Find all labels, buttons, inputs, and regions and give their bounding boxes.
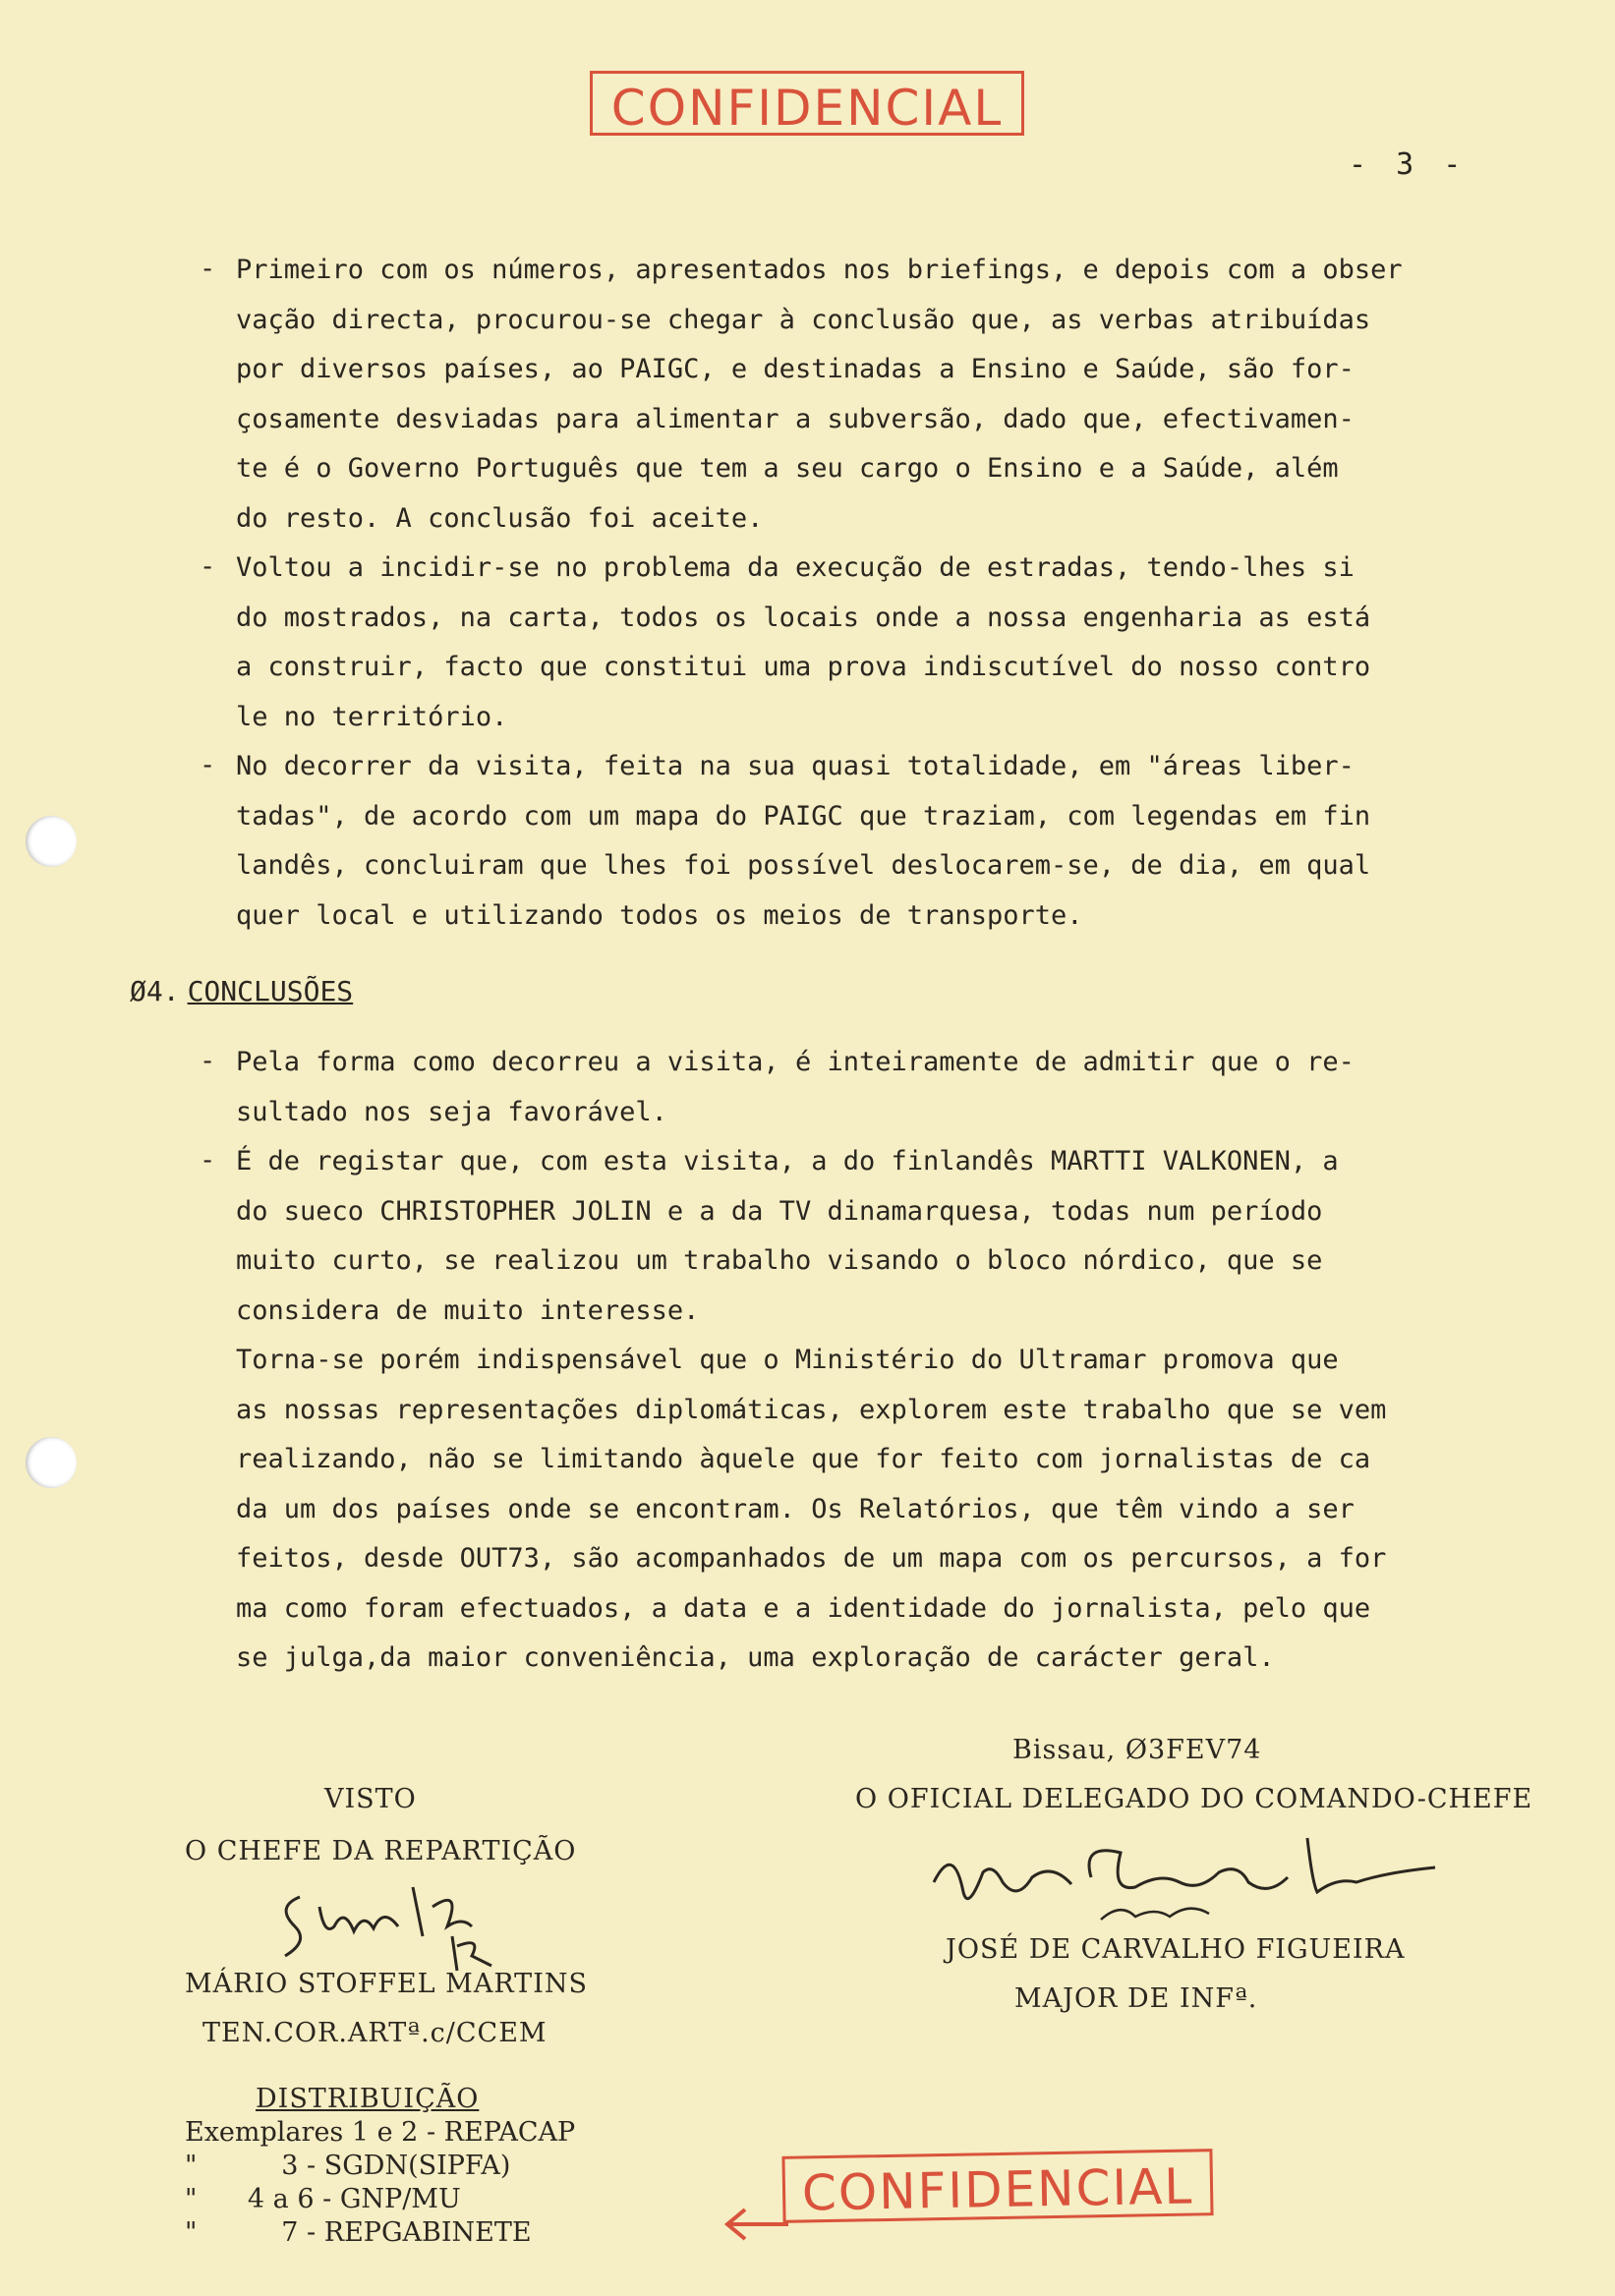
text-line: a construir, facto que constitui uma prova indiscutível do nosso contro (236, 652, 1371, 682)
text-line: çosamente desviadas para alimentar a subversão, dado que, efectivamen- (236, 403, 1355, 434)
place-date: Bissau, Ø3FEV74 (1012, 1735, 1262, 1765)
distribution-copies: Exemplares 1 e 2 - (185, 2117, 436, 2148)
paragraph-result (236, 1038, 1504, 1137)
right-signoff-name: JOSÉ DE CARVALHO FIGUEIRA (946, 1934, 1406, 1965)
text-line: do sueco CHRISTOPHER JOLIN e a da TV dinamarquesa, todas num período (236, 1195, 1323, 1227)
distribution-copies: " 7 - (185, 2217, 317, 2248)
arrow-icon (721, 2200, 790, 2249)
distribution-row (185, 2150, 510, 2183)
text-line: ma como foram efectuados, a data e a identidade do jornalista, pelo que (236, 1592, 1371, 1624)
text-line: Pela forma como decorreu a visita, é inteiramente de admitir que o re- (236, 1047, 1355, 1077)
distribution-row (185, 2216, 532, 2250)
text-line: as nossas representações diplomáticas, explorem este trabalho que se vem (236, 1394, 1387, 1425)
text-line: landês, concluiram que lhes foi possível deslocarem-se, de dia, em qual (236, 850, 1371, 881)
signature-left (265, 1867, 521, 1976)
text-line: Voltou a incidir-se no problema da execução de estradas, tendo-lhes si (236, 552, 1355, 583)
text-line: No decorrer da visita, feita na sua quasi totalidade, em "áreas liber- (236, 751, 1355, 781)
left-signoff-title: O CHEFE DA REPARTIÇÃO (185, 1836, 577, 1866)
signature-right (924, 1823, 1455, 1931)
text-line: feitos, desde OUT73, são acompanhados de um mapa com os percursos, a for (236, 1543, 1387, 1574)
text-line: da um dos países onde se encontram. Os Relatórios, que têm vindo a ser (236, 1493, 1355, 1524)
distribution-dest: REPGABINETE (323, 2217, 532, 2248)
paragraph-nordic (236, 1137, 1504, 1684)
text-line: Primeiro com os números, apresentados nos briefings, e depois com a obser (236, 255, 1403, 285)
text-line: vação directa, procurou-se chegar à conclusão que, as verbas atribuídas (236, 304, 1371, 335)
page-number: - 3 - (1349, 147, 1468, 182)
paragraph-roads (236, 544, 1504, 742)
distribution-copies: " 4 a 6 - (185, 2184, 332, 2214)
item-dash: - (200, 1145, 216, 1176)
paragraph-visit (236, 742, 1504, 941)
text-line: considera de muito interesse. (236, 1294, 700, 1326)
distribution-heading: DISTRIBUIÇÃO (256, 2084, 480, 2114)
item-dash: - (200, 750, 216, 780)
confidential-stamp-top: CONFIDENCIAL (590, 71, 1024, 136)
paragraph-numbers (236, 246, 1504, 544)
distribution-copies: " 3 - (185, 2151, 317, 2181)
text-line: se julga,da maior conveniência, uma exploração de carácter geral. (236, 1642, 1275, 1673)
text-line: te é o Governo Português que tem a seu cargo o Ensino e a Saúde, além (236, 453, 1339, 484)
distribution-dest: REPACAP (443, 2117, 576, 2148)
punch-hole-top (26, 816, 77, 867)
section-number: Ø4. (130, 975, 180, 1007)
distribution-row (185, 2116, 575, 2150)
text-line: realizando, não se limitando àquele que for feito com jornalistas de ca (236, 1444, 1371, 1474)
left-signoff-name: MÁRIO STOFFEL MARTINS (185, 1969, 588, 1999)
text-line: sultado nos seja favorável. (236, 1096, 667, 1127)
text-line: tadas", de acordo com um mapa do PAIGC que traziam, com legendas em fin (236, 800, 1371, 832)
text-line: quer local e utilizando todos os meios de transporte. (236, 899, 1083, 931)
text-line: do mostrados, na carta, todos os locais onde a nossa engenharia as está (236, 602, 1371, 633)
text-line: por diversos países, ao PAIGC, e destinadas a Ensino e Saúde, são for- (236, 354, 1355, 384)
left-signoff-rank: TEN.COR.ARTª.c/CCEM (202, 2018, 548, 2048)
text-line: le no território. (236, 701, 508, 732)
item-dash: - (200, 551, 216, 582)
distribution-row (185, 2183, 461, 2216)
punch-hole-bottom (26, 1437, 77, 1488)
right-signoff-title: O OFICIAL DELEGADO DO COMANDO-CHEFE (855, 1784, 1533, 1814)
item-dash: - (200, 1046, 216, 1076)
text-line: É de registar que, com esta visita, a do finlandês MARTTI VALKONEN, a (236, 1146, 1339, 1177)
text-line: Torna-se porém indispensável que o Ministério do Ultramar promova que (236, 1345, 1339, 1375)
right-signoff-rank: MAJOR DE INFª. (1014, 1983, 1258, 2014)
text-line: muito curto, se realizou um trabalho visando o bloco nórdico, que se (236, 1245, 1323, 1276)
distribution-dest: GNP/MU (339, 2184, 461, 2214)
section-heading (130, 975, 353, 1007)
text-line: do resto. A conclusão foi aceite. (236, 502, 764, 534)
distribution-dest: SGDN(SIPFA) (323, 2151, 511, 2181)
confidential-stamp-bottom: CONFIDENCIAL (781, 2149, 1213, 2223)
section-title: CONCLUSÕES (187, 975, 354, 1007)
item-dash: - (200, 254, 216, 284)
visto-label: VISTO (324, 1784, 417, 1814)
